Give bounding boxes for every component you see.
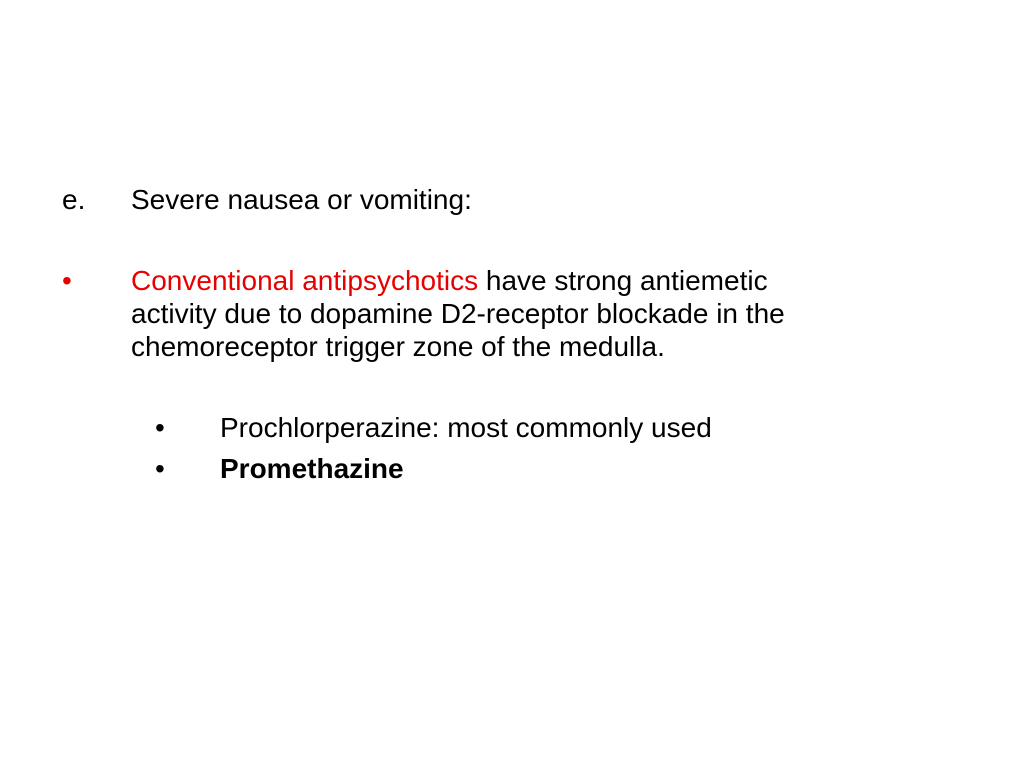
bullet-line-2: activity due to dopamine D2-receptor blockade in the [131,298,785,329]
bullet-line-3: chemoreceptor trigger zone of the medulla. [131,331,665,362]
bullet-line-1 [131,264,961,297]
bullet-line-1-rest: have strong antiemetic [478,265,768,296]
subbullet-promethazine: Promethazine [220,453,404,484]
highlight-conventional-antipsychotics: Conventional antipsychotics [131,265,479,296]
bullet-marker: • [62,265,72,296]
bullet-paragraph [131,264,961,363]
subbullet-prochlorperazine: Prochlorperazine: most commonly used [220,412,712,443]
list-marker-e: e. [62,184,86,215]
subbullet-marker-2: • [155,453,165,484]
heading-severe-nausea: Severe nausea or vomiting: [131,184,472,215]
subbullet-marker-1: • [155,412,165,443]
